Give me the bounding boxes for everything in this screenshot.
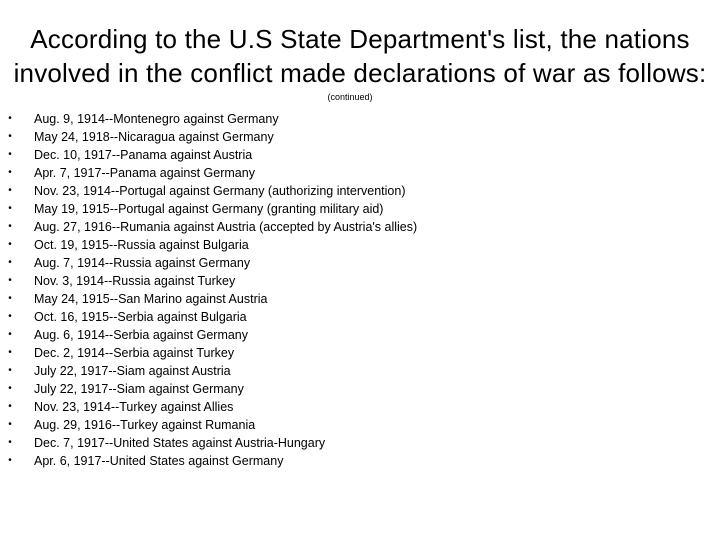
list-item-text: Aug. 27, 1916--Rumania against Austria (accepted by Austria's allies) xyxy=(34,220,418,234)
slide-title-line-1: According to the U.S State Department's list, the nations xyxy=(30,24,690,54)
list-item-text: July 22, 1917--Siam against Germany xyxy=(34,382,244,396)
list-item-text: Nov. 23, 1914--Turkey against Allies xyxy=(34,400,234,414)
list-item xyxy=(0,326,720,344)
list-item xyxy=(0,398,720,416)
list-item-text: Aug. 9, 1914--Montenegro against Germany xyxy=(34,112,279,126)
bullet-icon: • xyxy=(8,131,12,142)
list-item xyxy=(0,272,720,290)
list-item-text: Aug. 6, 1914--Serbia against Germany xyxy=(34,328,249,342)
bullet-icon: • xyxy=(8,419,12,430)
bullet-icon: • xyxy=(8,185,12,196)
list-item-text: Apr. 7, 1917--Panama against Germany xyxy=(34,166,255,180)
list-item xyxy=(0,200,720,218)
slide-title xyxy=(0,22,720,90)
list-item-text: Dec. 10, 1917--Panama against Austria xyxy=(34,148,253,162)
list-item-text: Oct. 19, 1915--Russia against Bulgaria xyxy=(34,238,249,252)
list-item-text: May 19, 1915--Portugal against Germany (granting military aid) xyxy=(34,202,384,216)
bullet-icon: • xyxy=(8,455,12,466)
bullet-icon: • xyxy=(8,257,12,268)
list-item xyxy=(0,110,720,128)
list-item xyxy=(0,218,720,236)
list-item-text: Aug. 29, 1916--Turkey against Rumania xyxy=(34,418,256,432)
declarations-list xyxy=(0,110,720,470)
list-item xyxy=(0,236,720,254)
bullet-icon: • xyxy=(8,113,12,124)
bullet-icon: • xyxy=(8,347,12,358)
bullet-icon: • xyxy=(8,437,12,448)
list-item xyxy=(0,344,720,362)
list-item-text: Dec. 7, 1917--United States against Austria-Hungary xyxy=(34,436,326,450)
list-item-text: Nov. 23, 1914--Portugal against Germany (authorizing intervention) xyxy=(34,184,406,198)
list-item-text: May 24, 1918--Nicaragua against Germany xyxy=(34,130,274,144)
list-item-text: July 22, 1917--Siam against Austria xyxy=(34,364,231,378)
list-item-text: May 24, 1915--San Marino against Austria xyxy=(34,292,268,306)
list-item xyxy=(0,362,720,380)
list-item xyxy=(0,182,720,200)
list-item xyxy=(0,290,720,308)
list-item xyxy=(0,380,720,398)
slide-title-line-2: involved in the conflict made declarations of war as follows: xyxy=(13,58,707,88)
bullet-icon: • xyxy=(8,167,12,178)
bullet-icon: • xyxy=(8,365,12,376)
list-item xyxy=(0,254,720,272)
list-item xyxy=(0,164,720,182)
bullet-icon: • xyxy=(8,275,12,286)
bullet-icon: • xyxy=(8,149,12,160)
list-item xyxy=(0,452,720,470)
continued-note: (continued) xyxy=(327,92,373,102)
bullet-icon: • xyxy=(8,221,12,232)
list-item-text: Nov. 3, 1914--Russia against Turkey xyxy=(34,274,236,288)
list-item-text: Apr. 6, 1917--United States against Germany xyxy=(34,454,284,468)
bullet-icon: • xyxy=(8,329,12,340)
list-item xyxy=(0,434,720,452)
bullet-icon: • xyxy=(8,203,12,214)
list-item xyxy=(0,308,720,326)
bullet-icon: • xyxy=(8,383,12,394)
bullet-icon: • xyxy=(8,239,12,250)
bullet-icon: • xyxy=(8,293,12,304)
list-item xyxy=(0,416,720,434)
list-item-text: Aug. 7, 1914--Russia against Germany xyxy=(34,256,251,270)
list-item xyxy=(0,128,720,146)
list-item xyxy=(0,146,720,164)
list-item-text: Oct. 16, 1915--Serbia against Bulgaria xyxy=(34,310,247,324)
bullet-icon: • xyxy=(8,311,12,322)
bullet-icon: • xyxy=(8,401,12,412)
list-item-text: Dec. 2, 1914--Serbia against Turkey xyxy=(34,346,235,360)
